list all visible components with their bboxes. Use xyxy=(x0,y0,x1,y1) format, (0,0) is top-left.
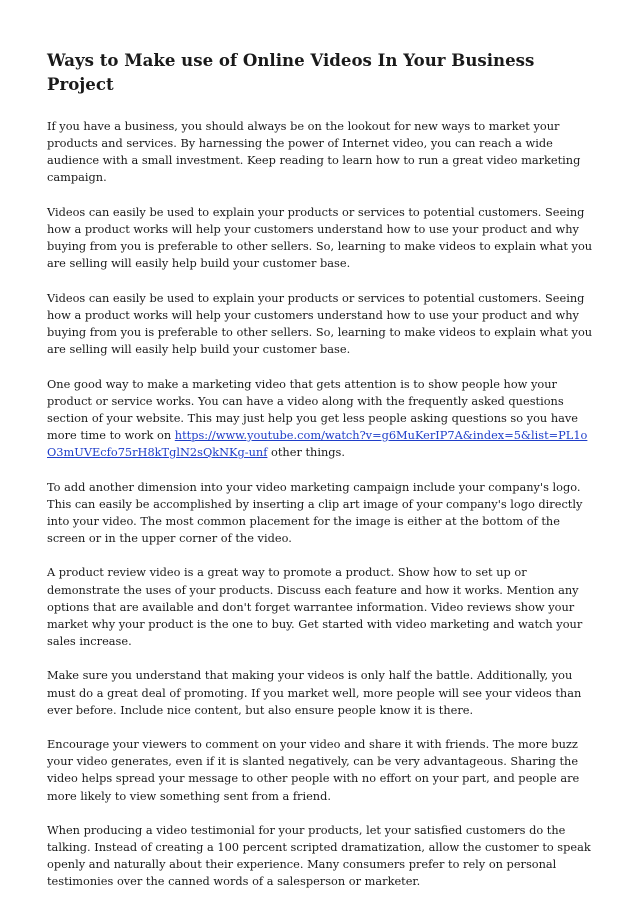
youtube-link[interactable]: https://www.youtube.com/watch?v=g6MuKerIP7A&index=5&list=PL1oO3mUVEcfo75rH8kTglN2sQkNKg-unf xyxy=(47,427,588,459)
document-title: Ways to Make use of Online Videos In Your Business Project xyxy=(47,50,535,94)
paragraph-marketing-video xyxy=(47,376,595,461)
paragraph-explain-products: Videos can easily be used to explain your products or services to potential customers. Seeing how a product works will help your customers understand how to use your product and why buying from you is preferable to other sellers. So, learning to make videos to explain what you are selling will easily help build your customer base. xyxy=(47,204,593,271)
paragraph-text-before-link: One good way to make a marketing video that gets attention is to show people how your product or service works. You can have a video along with the frequently asked questions section of your website. This may just help you get less people asking questions so you have more time to work on xyxy=(47,376,579,442)
paragraph-product-review: A product review video is a great way to promote a product. Show how to set up or demonstrate the uses of your products. Discuss each feature and how it works. Mention any options that are available and don't forget warrantee information. Video reviews show your market why your product is the one to buy. Get started with video marketing and watch your sales increase. xyxy=(47,565,583,648)
document-page xyxy=(47,48,595,908)
paragraph-comments-sharing: Encourage your viewers to comment on your video and share it with friends. The more buzz your video generates, even if it is slanted negatively, can be very advantageous. Sharing the video helps spread your message to other people with no effort on your part, and people are more likely to view something sent from a friend. xyxy=(47,737,580,803)
paragraph-explain-products-repeat: Videos can easily be used to explain your products or services to potential customers. Seeing how a product works will help your customers understand how to use your product and why buying from you is preferable to other sellers. So, learning to make videos to explain what you are selling will easily help build your customer base. xyxy=(47,290,593,357)
paragraph-testimonial: When producing a video testimonial for your products, let your satisfied customers do the talking. Instead of creating a 100 percent scripted dramatization, allow the customer to speak openly and naturally about their experience. Many consumers prefer to rely on personal testimonies over the canned words of a salesperson or marketer. xyxy=(47,823,591,889)
paragraph-promoting: Make sure you understand that making your videos is only half the battle. Additionally, you must do a great deal of promoting. If you market well, more people will see your videos than ever before. Include nice content, but also ensure people know it is there. xyxy=(47,668,582,717)
paragraph-company-logo: To add another dimension into your video marketing campaign include your company's logo. This can easily be accomplished by inserting a clip art image of your company's logo directly into your video. The most common placement for the image is either at the bottom of the screen or in the upper corner of the video. xyxy=(47,479,583,545)
paragraph-text-after-link: other things. xyxy=(267,445,345,459)
paragraph-intro: If you have a business, you should always be on the lookout for new ways to market your products and services. By harnessing the power of Internet video, you can reach a wide audience with a small investment. Keep reading to learn how to run a great video marketing campaign. xyxy=(47,119,581,185)
